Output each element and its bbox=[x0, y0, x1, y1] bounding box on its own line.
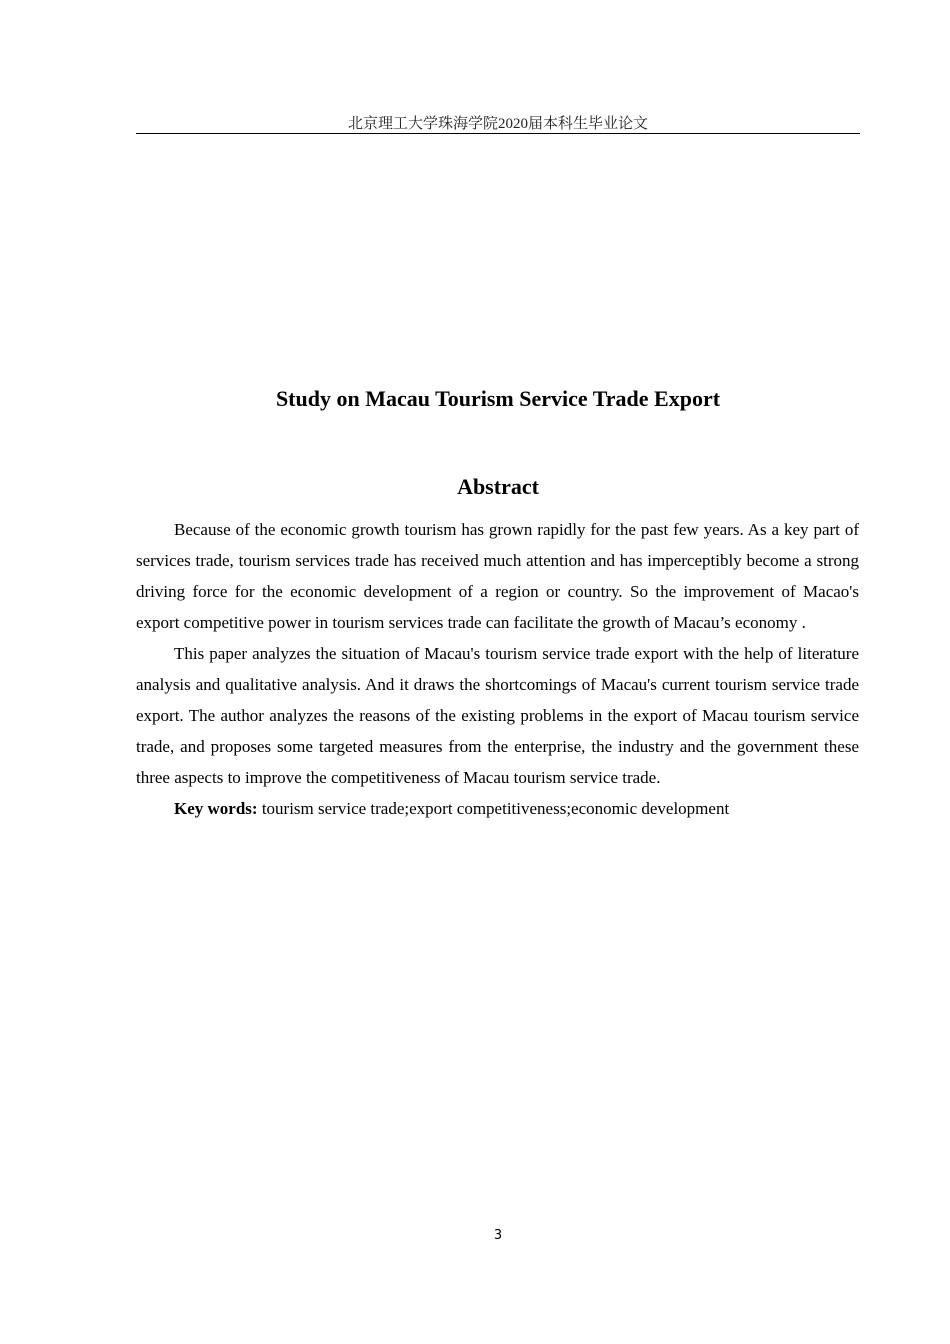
abstract-body bbox=[136, 514, 859, 824]
keywords-label: Key words: bbox=[174, 799, 258, 818]
abstract-paragraph-2: This paper analyzes the situation of Macau's tourism service trade export with the help of literature analysis and qualitative analysis. And it draws the shortcomings of Macau's current tourism service trade export. The author analyzes the reasons of the existing problems in the export of Macau tourism service trade, and proposes some targeted measures from the enterprise, the industry and the government these three aspects to improve the competitiveness of Macau tourism service trade. bbox=[136, 644, 859, 787]
header-rule bbox=[136, 133, 860, 134]
keywords-text: tourism service trade;export competitiveness;economic development bbox=[261, 799, 730, 818]
abstract-paragraph-1: Because of the economic growth tourism has grown rapidly for the past few years. As a key part of services trade, tourism services trade has received much attention and has imperceptibly become a strong driving force for the economic development of a region or country. So the improvement of Macao's export competitive power in tourism services trade can facilitate the growth of Macau’s economy . bbox=[136, 520, 859, 632]
abstract-heading: Abstract bbox=[457, 474, 539, 499]
page-header: 北京理工大学珠海学院2020届本科生毕业论文 bbox=[347, 116, 648, 132]
page-number: 3 bbox=[493, 1228, 503, 1243]
paper-title: Study on Macau Tourism Service Trade Export bbox=[275, 386, 721, 411]
keywords-line bbox=[136, 793, 859, 824]
